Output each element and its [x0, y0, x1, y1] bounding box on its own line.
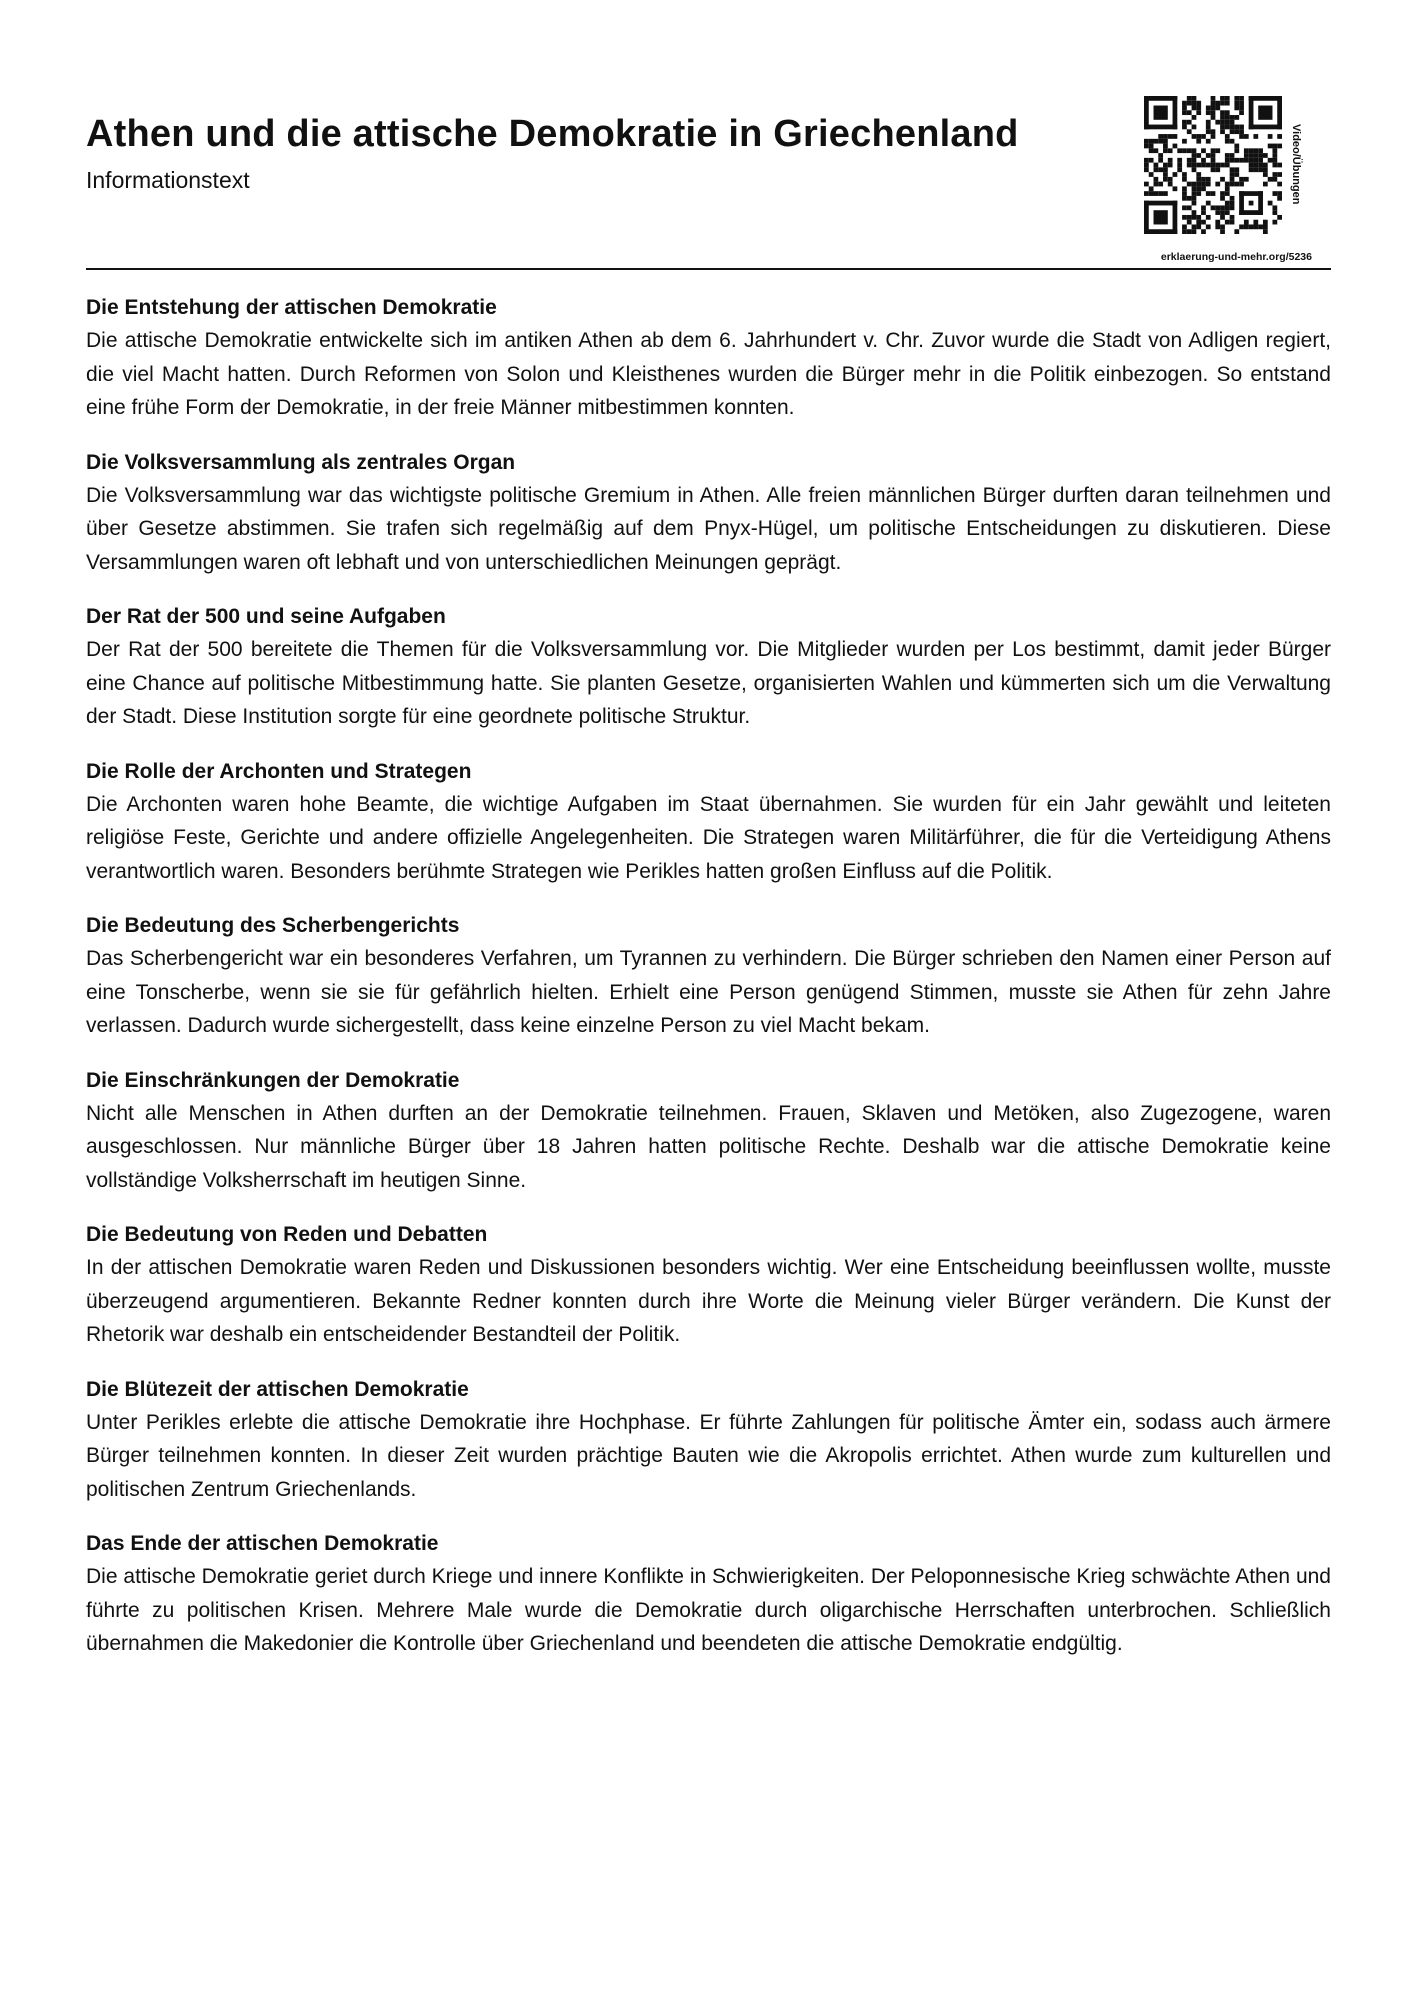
- section: [86, 755, 1331, 889]
- page-header: [86, 108, 1086, 194]
- section-text: Die attische Demokratie geriet durch Kriege und innere Konflikte in Schwierigkeiten. Der Peloponnesische Krieg schwächte Athen und führte zu politischen Krisen. Mehrere Male wurde die Demokratie durch oligarchische Herrschaften unterbrochen. Schließlich übernahmen die Makedonier die Kontrolle über Griechenland und beendeten die attische Demokratie endgültig.: [86, 1565, 1331, 1655]
- video-exercises-label: Video/Übungen: [1290, 124, 1302, 205]
- section-text: In der attischen Demokratie waren Reden und Diskussionen besonders wichtig. Wer eine Entscheidung beeinflussen wollte, musste überzeugend argumentieren. Bekannte Redner konnten durch ihre Worte die Meinung vieler Bürger verändern. Die Kunst der Rhetorik war deshalb ein entscheidender Bestandteil der Politik.: [86, 1256, 1331, 1346]
- section-text: Die attische Demokratie entwickelte sich im antiken Athen ab dem 6. Jahrhundert v. Chr. Zuvor wurde die Stadt von Adligen regiert, die viel Macht hatten. Durch Reformen von Solon und Kleisthenes wurden die Bürger mehr in die Politik einbezogen. So entstand eine frühe Form der Demokratie, in der freie Männer mitbestimmen konnten.: [86, 329, 1331, 419]
- section: [86, 1064, 1331, 1198]
- section-heading: Die Volksversammlung als zentrales Organ: [86, 450, 516, 474]
- section-heading: Die Bedeutung von Reden und Debatten: [86, 1223, 488, 1246]
- section-text: Nicht alle Menschen in Athen durften an der Demokratie teilnehmen. Frauen, Sklaven und Metöken, also Zugezogene, waren ausgeschlossen. Nur männliche Bürger über 18 Jahren hatten politische Rechte. Deshalb war die attische Demokratie keine vollständige Volksherrschaft im heutigen Sinne.: [86, 1101, 1331, 1192]
- section: [86, 446, 1331, 580]
- section-heading: Die Einschränkungen der Demokratie: [86, 1068, 460, 1092]
- section-heading: Das Ende der attischen Demokratie: [86, 1532, 439, 1555]
- page-subtitle: Informationstext: [86, 167, 250, 193]
- section: [86, 1218, 1331, 1352]
- section: [86, 600, 1331, 734]
- qr-code-icon[interactable]: [1144, 96, 1282, 234]
- section-text: Das Scherbengericht war ein besonderes Verfahren, um Tyrannen zu verhindern. Die Bürger schrieben den Namen einer Person auf eine Tonscherbe, wenn sie sie für gefährlich hielten. Erhielt eine Person genügend Stimmen, musste sie Athen für zehn Jahre verlassen. Dadurch wurde sichergestellt, dass keine einzelne Person zu viel Macht bekam.: [86, 947, 1331, 1037]
- section-heading: Der Rat der 500 und seine Aufgaben: [86, 605, 446, 628]
- header-divider: [86, 268, 1331, 270]
- section: [86, 291, 1331, 425]
- main-content: [86, 291, 1331, 1682]
- qr-block[interactable]: [1124, 96, 1340, 272]
- section-heading: Die Bedeutung des Scherbengerichts: [86, 914, 460, 937]
- section: [86, 1527, 1331, 1661]
- section-text: Die Volksversammlung war das wichtigste politische Gremium in Athen. Alle freien männlichen Bürger durften daran teilnehmen und über Gesetze abstimmen. Sie trafen sich regelmäßig auf dem Pnyx-Hügel, um politische Entscheidungen zu diskutieren. Diese Versammlungen waren oft lebhaft und von unterschiedlichen Meinungen geprägt.: [86, 483, 1331, 574]
- section: [86, 909, 1331, 1043]
- page-title: Athen und die attische Demokratie in Griechenland: [86, 113, 1019, 155]
- section-text: Die Archonten waren hohe Beamte, die wichtige Aufgaben im Staat übernahmen. Sie wurden für ein Jahr gewählt und leiteten religiöse Feste, Gerichte und andere offizielle Angelegenheiten. Die Strategen waren Militärführer, die für die Verteidigung Athens verantwortlich waren. Besonders berühmte Strategen wie Perikles hatten großen Einfluss auf die Politik.: [86, 792, 1331, 883]
- section-heading: Die Entstehung der attischen Demokratie: [86, 296, 497, 319]
- section-heading: Die Rolle der Archonten und Strategen: [86, 759, 472, 783]
- section-text: Unter Perikles erlebte die attische Demokratie ihre Hochphase. Er führte Zahlungen für politische Ämter ein, sodass auch ärmere Bürger teilnehmen konnten. In dieser Zeit wurden prächtige Bauten wie die Akropolis errichtet. Athen wurde zum kulturellen und politischen Zentrum Griechenlands.: [86, 1410, 1331, 1501]
- section-text: Der Rat der 500 bereitete die Themen für die Volksversammlung vor. Die Mitglieder wurden per Los bestimmt, damit jeder Bürger eine Chance auf politische Mitbestimmung hatte. Sie planten Gesetze, organisierten Wahlen und kümmerten sich um die Verwaltung der Stadt. Diese Institution sorgte für eine geordnete politische Struktur.: [86, 638, 1331, 728]
- qr-url-link[interactable]: erklaerung-und-mehr.org/5236: [1160, 251, 1312, 263]
- section-heading: Die Blütezeit der attischen Demokratie: [86, 1377, 469, 1401]
- section: [86, 1373, 1331, 1507]
